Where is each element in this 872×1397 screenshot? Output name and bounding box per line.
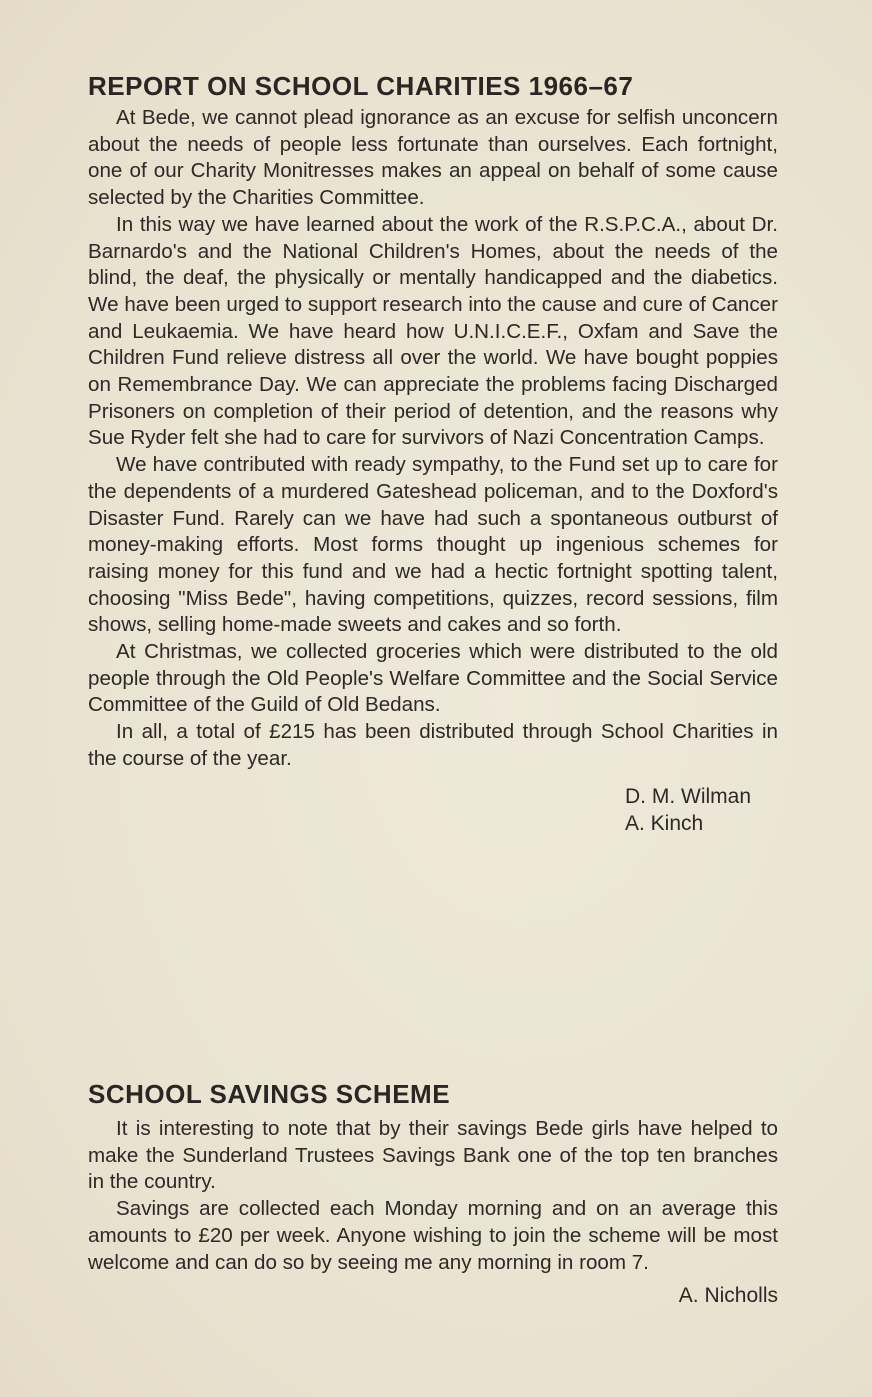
- charities-report-title: REPORT ON SCHOOL CHARITIES 1966–67: [88, 71, 634, 101]
- charities-signatures: [88, 783, 778, 837]
- savings-scheme-title: SCHOOL SAVINGS SCHEME: [88, 1079, 451, 1109]
- signatory-name: A. Nicholls: [678, 1284, 778, 1308]
- savings-signature: [88, 1282, 778, 1309]
- charities-paragraph: In all, a total of £215 has been distributed through School Charities in the course of the year.: [88, 720, 778, 770]
- savings-paragraph: Savings are collected each Monday morning and on an average this amounts to £20 per week. Anyone wishing to join the scheme will be most welcome and can do so by seeing me any morning in room 7.: [88, 1197, 778, 1274]
- signatory-name: D. M. Wilman: [625, 784, 751, 808]
- savings-scheme-body: [88, 1116, 778, 1276]
- charities-paragraph: At Bede, we cannot plead ignorance as an excuse for selfish unconcern about the needs of people less fortunate than ourselves. Each fortnight, one of our Charity Monitresses makes an appeal on behalf of some cause selected by the Charities Committee.: [88, 106, 778, 210]
- savings-paragraph: It is interesting to note that by their savings Bede girls have helped to make the Sunderland Trustees Savings Bank one of the top ten branches in the country.: [88, 1117, 778, 1194]
- charities-paragraph: At Christmas, we collected groceries which were distributed to the old people through the Old People's Welfare Committee and the Social Service Committee of the Guild of Old Bedans.: [88, 640, 778, 717]
- savings-scheme-section: [88, 1078, 778, 1309]
- charities-report-body: [88, 105, 778, 773]
- charities-paragraph: We have contributed with ready sympathy, to the Fund set up to care for the dependents of a murdered Gateshead policeman, and to the Doxford's Disaster Fund. Rarely can we have had such a spontaneous outburst of money-making efforts. Most forms thought up ingenious schemes for raising money for this fund and we had a hectic fortnight spotting talent, choosing "Miss Bede", having competitions, quizzes, record sessions, film shows, selling home-made sweets and cakes and so forth.: [88, 453, 778, 637]
- charities-report-section: [88, 70, 778, 837]
- charities-paragraph: In this way we have learned about the work of the R.S.P.C.A., about Dr. Barnardo's and the National Children's Homes, about the needs of the blind, the deaf, the physically or mentally handicapped and the diabetics. We have been urged to support research into the cause and cure of Cancer and Leukaemia. We have heard how U.N.I.C.E.F., Oxfam and Save the Children Fund relieve distress all over the world. We have bought poppies on Remembrance Day. We can appreciate the problems facing Discharged Prisoners on completion of their period of detention, and the reasons why Sue Ryder felt she had to care for survivors of Nazi Concentration Camps.: [88, 212, 778, 450]
- signatory-name: A. Kinch: [625, 811, 704, 835]
